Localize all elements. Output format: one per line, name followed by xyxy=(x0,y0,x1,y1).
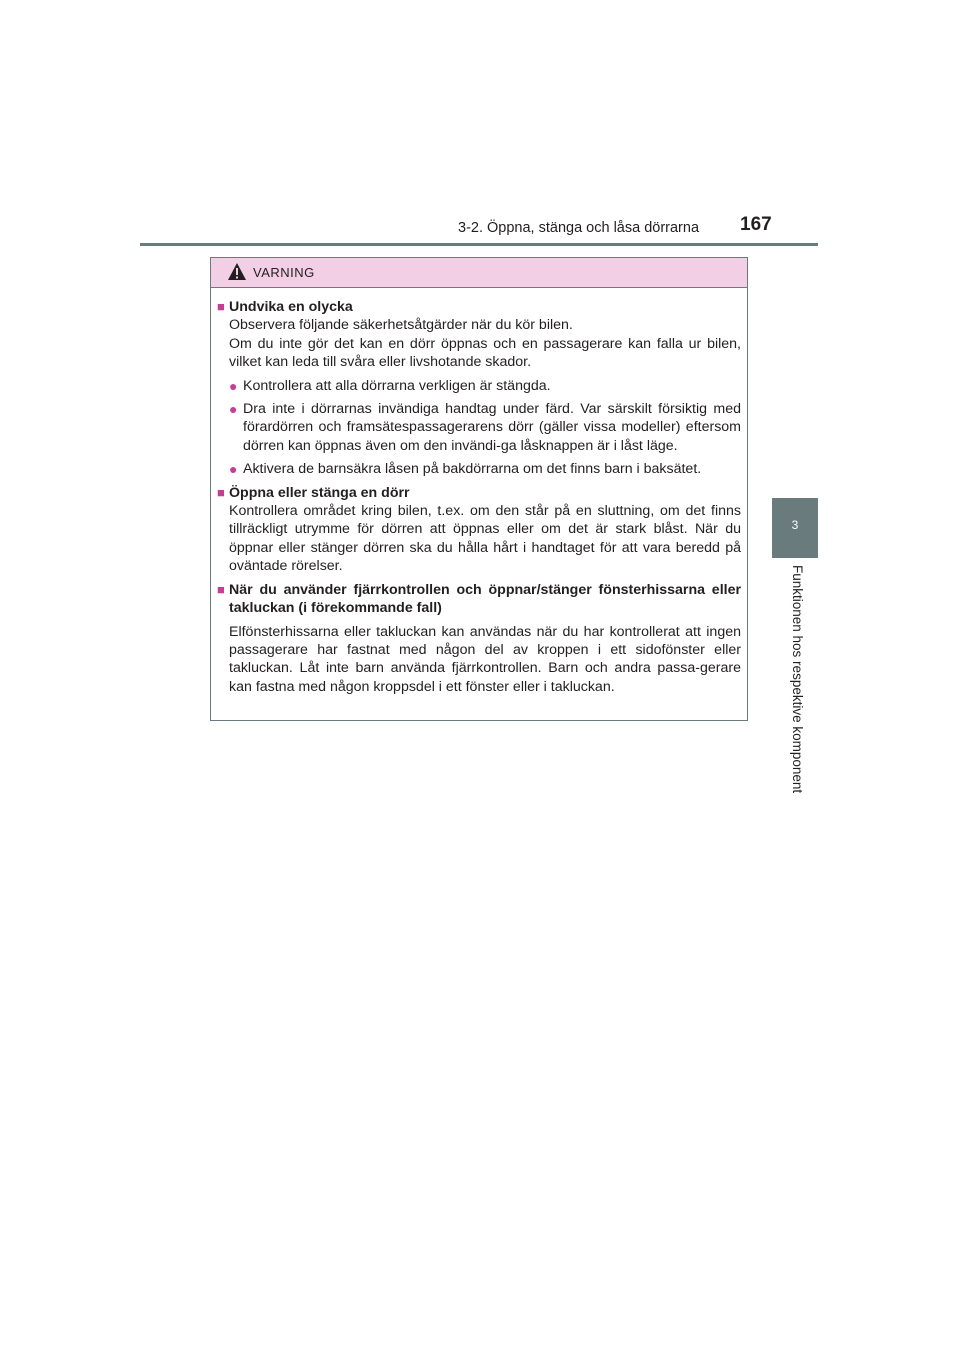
warning-section xyxy=(217,581,741,696)
page-number: 167 xyxy=(740,214,772,235)
paragraph: Observera följande säkerhetsåtgärder när du kör bilen. Om du inte gör det kan en dörr öppnas och en passagerare kan falla ur bilen, vilket kan leda till svåra eller livshotande skador. xyxy=(229,317,741,371)
warning-body xyxy=(211,288,747,696)
header-divider xyxy=(140,243,818,246)
list-item: ● Kontrollera att alla dörrarna verkligen är stängda. xyxy=(229,377,551,394)
section-heading: Öppna eller stänga en dörr xyxy=(229,484,410,501)
circle-bullet-icon: ● xyxy=(229,461,238,478)
square-bullet-icon: ■ xyxy=(217,581,225,597)
section-heading: När du använder fjärrkontrollen och öppnar/stänger fönsterhissarna eller takluckan (i förekommande fall) xyxy=(229,581,741,617)
warning-triangle-icon xyxy=(227,262,247,281)
chapter-number: 3 xyxy=(791,518,799,532)
section-heading: Undvika en olycka xyxy=(229,299,353,315)
list-item: ● Aktivera de barnsäkra låsen på bakdörrarna om det finns barn i baksätet. xyxy=(229,461,702,478)
warning-header xyxy=(211,258,747,288)
section-title: 3-2. Öppna, stänga och låsa dörrarna xyxy=(458,220,700,236)
square-bullet-icon: ■ xyxy=(217,299,225,314)
warning-title: VARNING xyxy=(253,265,315,280)
warning-section xyxy=(217,298,741,479)
paragraph: Kontrollera området kring bilen, t.ex. om den står på en sluttning, om det finns tillräckligt utrymme för dörren att öppnas eller om det är stark blåst. När du öppnar eller stänger dörren ska du hålla hårt i handtaget för att vara beredd på oväntade rörelser. xyxy=(229,503,741,575)
warning-box xyxy=(210,257,748,721)
warning-section xyxy=(217,484,741,576)
paragraph: Elfönsterhissarna eller takluckan kan användas när du har kontrollerat att ingen passagerare har fastnat med någon del av kroppen i ett sidofönster eller takluckan. Låt inte barn använda fjärrkontrollen. Barn och andra passa-gerare kan fastna med någon kroppsdel i ett fönster eller i takluckan. xyxy=(229,623,741,695)
circle-bullet-icon: ● xyxy=(229,377,238,394)
chapter-label: Funktionen hos respektive komponent xyxy=(790,565,805,794)
circle-bullet-icon: ● xyxy=(229,401,238,418)
square-bullet-icon: ■ xyxy=(217,484,225,500)
list-item: ● Dra inte i dörrarnas invändiga handtag under färd. Var särskilt försiktig med förardörren och framsätespassagerarens dörr (gäller vissa modeller) eftersom dörren kan öppnas även om den invändi-ga låsknappen är i låst läge. xyxy=(229,401,741,454)
